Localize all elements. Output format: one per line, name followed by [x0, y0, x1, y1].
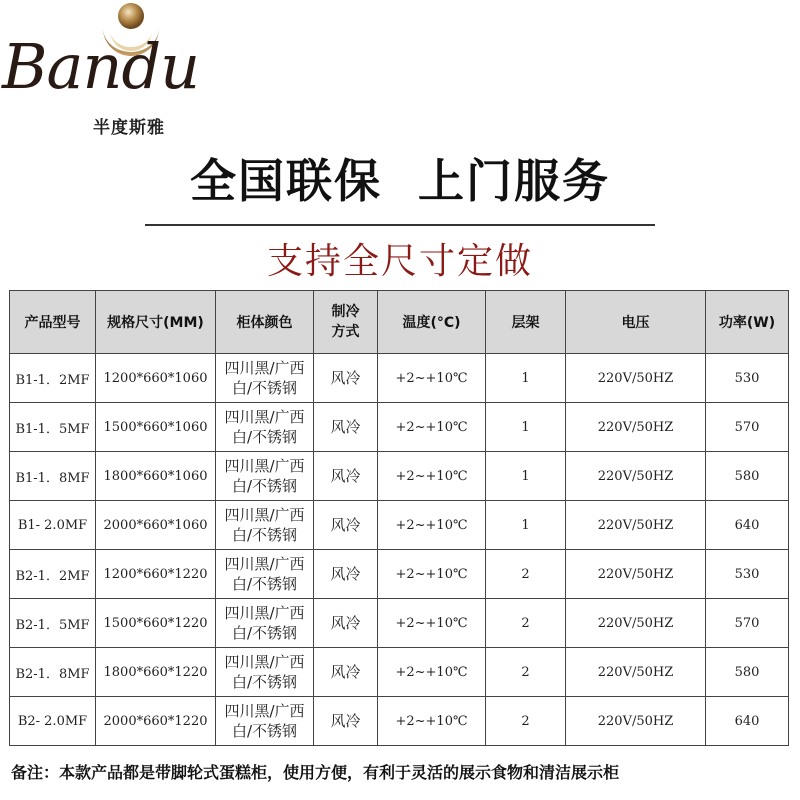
- cell-power: 530: [706, 354, 789, 403]
- cell-cooling: 风冷: [314, 354, 378, 403]
- divider: [145, 224, 655, 226]
- header-color: 柜体颜色: [216, 291, 314, 354]
- cell-temperature: +2~+10℃: [378, 648, 486, 697]
- cell-temperature: +2~+10℃: [378, 697, 486, 746]
- header-cooling-text: 制冷方式: [331, 304, 360, 340]
- cell-shelves: 2: [486, 550, 566, 599]
- cell-voltage: 220V/50HZ: [566, 452, 706, 501]
- cell-power: 640: [706, 697, 789, 746]
- cell-color: 四川黑/广西白/不锈钢: [216, 452, 314, 501]
- cell-power: 640: [706, 501, 789, 550]
- cell-voltage: 220V/50HZ: [566, 599, 706, 648]
- cell-power: 580: [706, 452, 789, 501]
- cell-shelves: 2: [486, 599, 566, 648]
- table-header-row: [10, 291, 789, 354]
- cell-cooling: 风冷: [314, 550, 378, 599]
- cell-temperature: +2~+10℃: [378, 599, 486, 648]
- cell-power: 580: [706, 648, 789, 697]
- header-size: 规格尺寸(MM): [96, 291, 216, 354]
- cell-shelves: 1: [486, 501, 566, 550]
- header-power: 功率(W): [706, 291, 789, 354]
- cell-size: 2000*660*1060: [96, 501, 216, 550]
- brand-logo: [0, 0, 215, 140]
- headline: 全国联保 上门服务: [189, 154, 611, 208]
- cell-size: 1500*660*1060: [96, 403, 216, 452]
- cell-model: B1- 2.0MF: [10, 501, 96, 550]
- cell-power: 570: [706, 599, 789, 648]
- cell-shelves: 1: [486, 354, 566, 403]
- brand-name-cn: 半度斯雅: [93, 118, 165, 138]
- cell-model: B2-1．2MF: [10, 550, 96, 599]
- cell-cooling: 风冷: [314, 403, 378, 452]
- header-cooling: [314, 291, 378, 354]
- cell-voltage: 220V/50HZ: [566, 403, 706, 452]
- cell-color: 四川黑/广西白/不锈钢: [216, 697, 314, 746]
- cell-color: 四川黑/广西白/不锈钢: [216, 550, 314, 599]
- table-row: [10, 599, 789, 648]
- cell-voltage: 220V/50HZ: [566, 354, 706, 403]
- table-row: [10, 648, 789, 697]
- cell-cooling: 风冷: [314, 697, 378, 746]
- cell-model: B2-1．8MF: [10, 648, 96, 697]
- cell-model: B2-1．5MF: [10, 599, 96, 648]
- logo-wordmark: Bandu: [2, 30, 200, 103]
- cell-shelves: 2: [486, 648, 566, 697]
- header-voltage: 电压: [566, 291, 706, 354]
- table-row: [10, 501, 789, 550]
- cell-power: 530: [706, 550, 789, 599]
- cell-size: 1800*660*1060: [96, 452, 216, 501]
- cell-color: 四川黑/广西白/不锈钢: [216, 501, 314, 550]
- table-row: [10, 403, 789, 452]
- cell-model: B2- 2.0MF: [10, 697, 96, 746]
- cell-power: 570: [706, 403, 789, 452]
- cell-temperature: +2~+10℃: [378, 550, 486, 599]
- cell-size: 1800*660*1220: [96, 648, 216, 697]
- cell-model: B1-1．8MF: [10, 452, 96, 501]
- table-row: [10, 354, 789, 403]
- subheadline: 支持全尺寸定做: [266, 241, 533, 282]
- cell-shelves: 2: [486, 697, 566, 746]
- cell-cooling: 风冷: [314, 599, 378, 648]
- cell-size: 1200*660*1060: [96, 354, 216, 403]
- cell-cooling: 风冷: [314, 648, 378, 697]
- cell-cooling: 风冷: [314, 501, 378, 550]
- cell-cooling: 风冷: [314, 452, 378, 501]
- cell-size: 2000*660*1220: [96, 697, 216, 746]
- cell-voltage: 220V/50HZ: [566, 697, 706, 746]
- spec-table: [9, 290, 789, 746]
- cell-temperature: +2~+10℃: [378, 452, 486, 501]
- cell-shelves: 1: [486, 452, 566, 501]
- cell-color: 四川黑/广西白/不锈钢: [216, 403, 314, 452]
- table-row: [10, 452, 789, 501]
- cell-color: 四川黑/广西白/不锈钢: [216, 354, 314, 403]
- cell-voltage: 220V/50HZ: [566, 648, 706, 697]
- header-temperature: 温度(°C): [378, 291, 486, 354]
- cell-size: 1200*660*1220: [96, 550, 216, 599]
- header-shelves: 层架: [486, 291, 566, 354]
- header-model: 产品型号: [10, 291, 96, 354]
- cell-shelves: 1: [486, 403, 566, 452]
- cell-temperature: +2~+10℃: [378, 354, 486, 403]
- footnote: 备注：本款产品都是带脚轮式蛋糕柜，使用方便，有利于灵活的展示食物和清洁展示柜: [11, 763, 620, 782]
- table-row: [10, 697, 789, 746]
- cell-model: B1-1．5MF: [10, 403, 96, 452]
- cell-voltage: 220V/50HZ: [566, 501, 706, 550]
- cell-color: 四川黑/广西白/不锈钢: [216, 648, 314, 697]
- table-row: [10, 550, 789, 599]
- cell-voltage: 220V/50HZ: [566, 550, 706, 599]
- cell-color: 四川黑/广西白/不锈钢: [216, 599, 314, 648]
- cell-model: B1-1．2MF: [10, 354, 96, 403]
- cell-temperature: +2~+10℃: [378, 501, 486, 550]
- cell-size: 1500*660*1220: [96, 599, 216, 648]
- cell-temperature: +2~+10℃: [378, 403, 486, 452]
